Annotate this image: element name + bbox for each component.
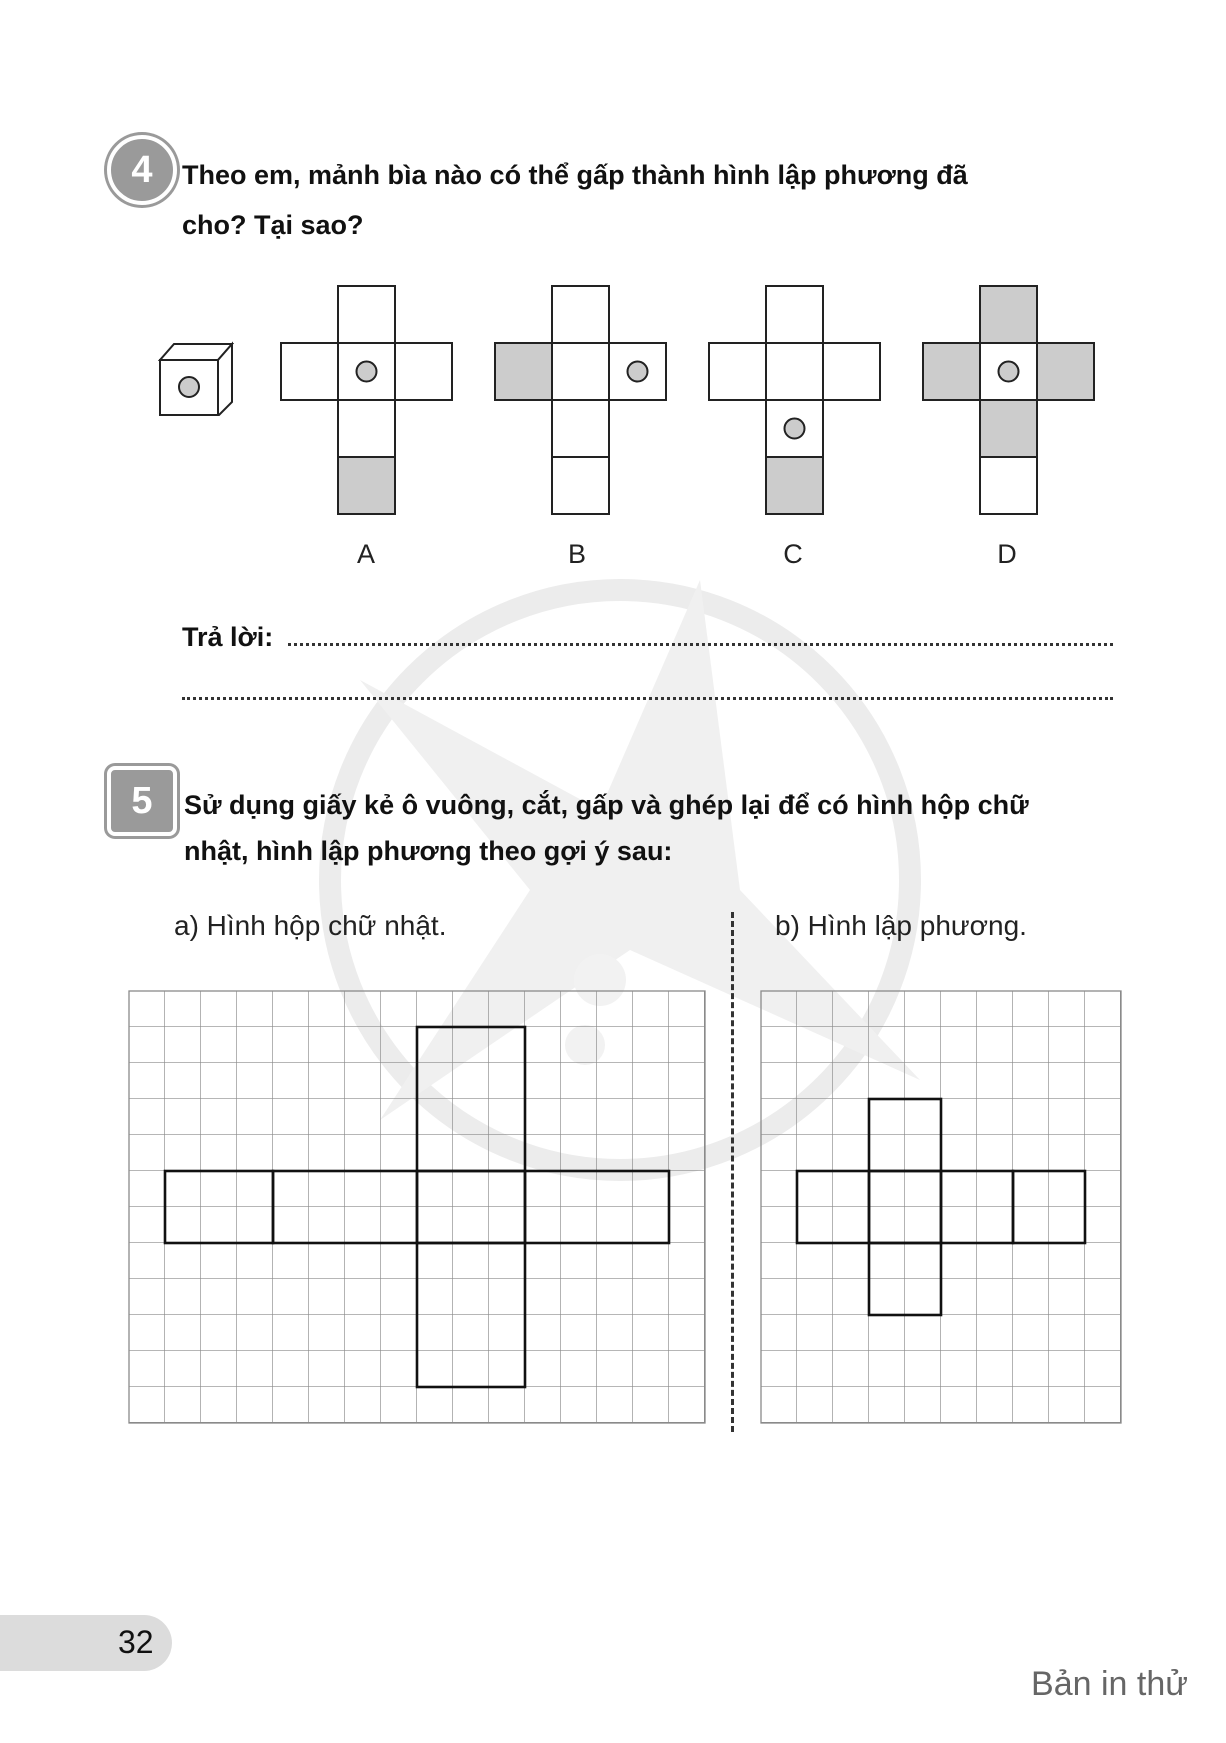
net-label-d: D (997, 539, 1017, 569)
net-label-a: A (356, 539, 375, 569)
net-option-d (922, 285, 1098, 517)
net-option-c (708, 285, 884, 517)
question-4-badge: 4 (107, 135, 177, 205)
page-number: 32 (118, 1624, 154, 1660)
answer-line-1[interactable] (288, 643, 1113, 646)
grid-rectangular-box-net (128, 990, 708, 1426)
net-label-c: C (783, 539, 803, 569)
question-4-line-2: cho? Tại sao? (182, 210, 364, 240)
grid-cube-net (760, 990, 1124, 1426)
dashed-divider (731, 912, 734, 1432)
net-option-a (280, 285, 456, 517)
net-label-b: B (567, 539, 586, 569)
answer-label: Trả lời: (182, 622, 274, 652)
cube-illustration (158, 340, 234, 416)
answer-line-2[interactable] (182, 697, 1113, 700)
draft-watermark: Bản in thử (1031, 1665, 1188, 1703)
net-option-b (494, 285, 670, 517)
question-4-line-1: Theo em, mảnh bìa nào có thể gấp thành hình lập phương đã (182, 160, 968, 190)
question-5-badge: 5 (107, 766, 177, 836)
part-b-label: b) Hình lập phương. (775, 910, 1027, 941)
question-5-line-2: nhật, hình lập phương theo gợi ý sau: (184, 836, 673, 866)
part-a-label: a) Hình hộp chữ nhật. (174, 910, 447, 941)
question-5-line-1: Sử dụng giấy kẻ ô vuông, cắt, gấp và ghép lại để có hình hộp chữ (184, 790, 1029, 820)
